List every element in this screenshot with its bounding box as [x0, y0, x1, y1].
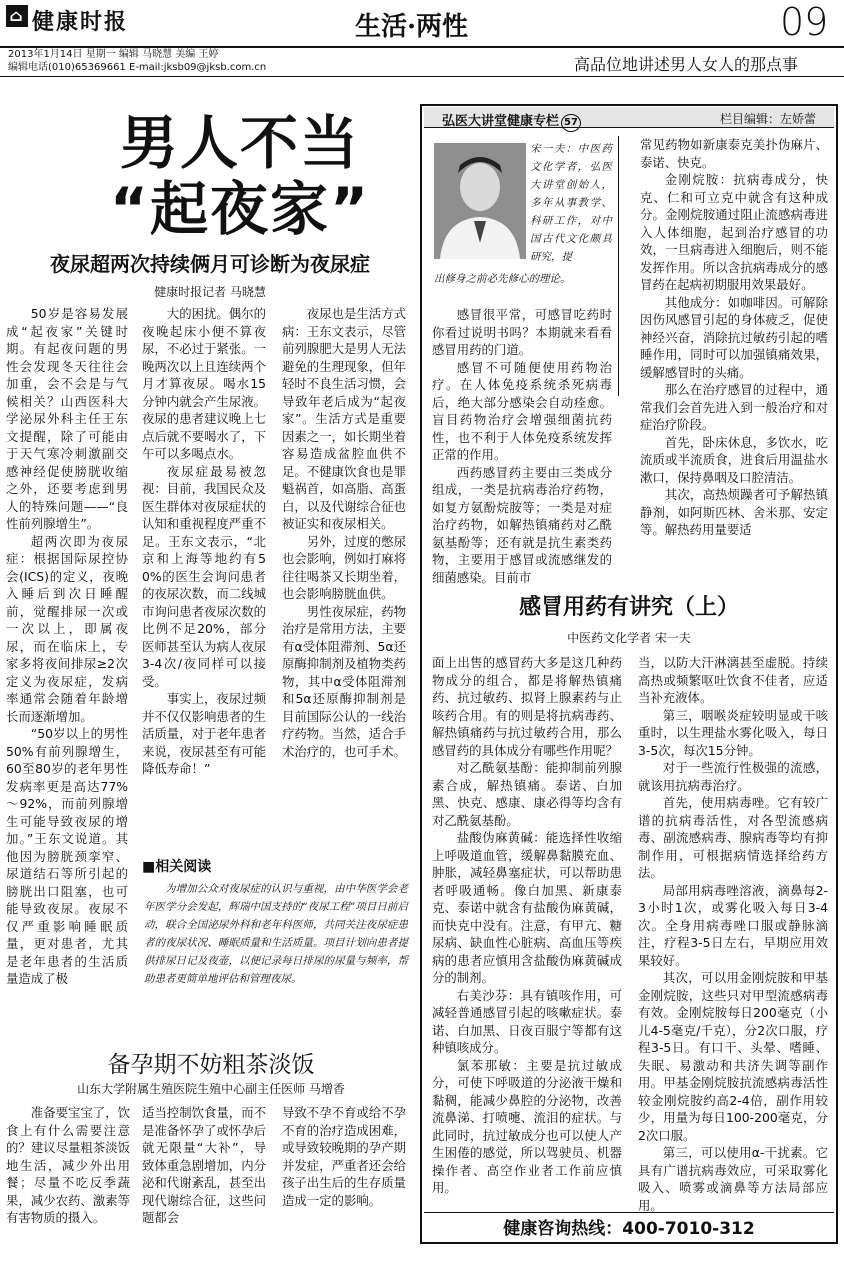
paragraph: 第三，可以使用α-干扰素。它具有广谱抗病毒效应，可采取雾化吸入、喷雾或滴鼻等方法局部应用。 [638, 1145, 828, 1213]
paragraph: 男性夜尿症，药物治疗是常用方法，主要有α受体阻滞剂、5α还原酶抑制剂及植物类药物，其中α受体阻滞剂和5α还原酶抑制剂是目前国际公认的一线治疗药物。当然，适合手术治疗的，也可手术。 [282, 603, 406, 759]
paragraph: 局部用病毒唑溶液，滴鼻每2-3小时1次，或雾化吸入每日3-4次。全身用病毒唑口服或静脉滴注，疗程3-5日左右，早期应用效果较好。 [638, 882, 828, 968]
paragraph: 金刚烷胺：抗病毒成分，快克、仁和可立克中就含有这种成分。金刚烷胺通过阻止流感病毒进入人体细胞，起到治疗感冒的功效，一旦病毒进入细胞后，则不能发挥作用。所以含抗病毒成分的感冒药在起病初期服用效果最好。 [640, 172, 828, 292]
author-bio-tail: 出修身之前必先修心的理论。 [434, 273, 571, 285]
paragraph: 右美沙芬：具有镇咳作用，可减轻普通感冒引起的咳嗽症状。泰诺、白加黑、日夜百服宁等都有这种镇咳成分。 [432, 987, 622, 1055]
logo-mark-icon: ⌂ [6, 5, 28, 27]
paragraph: 另外，过度的憋尿也会影响，例如打麻将往往喝茶又长期坐着，也会影响膀胱血供。 [282, 533, 406, 601]
author-photo-icon [434, 143, 526, 259]
paragraph: 感冒很平常，可感冒吃药时你看过说明书吗？本期就来看看感冒用药的门道。 [432, 307, 612, 357]
related-reading-text: 为增加公众对夜尿症的认识与重视，由中华医学会老年医学分会发起，辉瑞中国支持的“夜尿工程”项目日前启动，联合全国泌尿外科和老年科医师，共同关注夜尿症患者的夜尿状况、睡眠质量和生活质量。项目计划向患者提供排尿日记及夜壶，以便记录每日排尿的尿量与频率，帮助患者更简单地评估和管理夜尿。 [144, 883, 408, 985]
main-byline: 健康时报记者 马晓慧 [154, 285, 266, 299]
main-subhead: 夜尿超两次持续俩月可诊断为夜尿症 [50, 252, 370, 276]
column-right-top [640, 136, 828, 539]
main-headline [80, 110, 400, 242]
logo-text: 健康时报 [32, 9, 129, 35]
paragraph: 50岁是容易发展成“起夜家”关键时期。有起夜问题的男性会发现冬天往往会加重，会不会是与气候相关？山西医科大学泌尿外科主任王东文提醒，除了可能由于天气寒冷刺激副交感神经促使膀胱收缩之外，还要考虑到男人的特殊问题——“良性前列腺增生”。 [6, 306, 128, 531]
paragraph: 那么在治疗感冒的过程中，通常我们会首先进入到一般治疗和对症治疗阶段。 [640, 382, 828, 432]
issue-number-badge: 57 [561, 114, 581, 132]
main-column-3 [282, 305, 406, 760]
column-title-text: 弘医大讲堂健康专栏 [442, 114, 560, 129]
paragraph: 其次，高热烦躁者可予解热镇静剂，如阿斯匹林、舍米那、安定等。解热药用量要适 [640, 487, 828, 537]
paragraph: 夜尿也是生活方式病：王东文表示，尽管前列腺肥大是男人无法避免的生理现象，但年轻时不良生活习惯，会导致年老后成为“起夜家”。生活方式是重要因素之一，如长期坐着容易造成盆腔血供不足。不健康饮食也是罪魁祸首，如高脂、高蛋白，以及代谢综合征也被证实和夜尿相关。 [282, 306, 406, 531]
author-bio: 宋一夫：中医药文化学者，弘医大讲堂创始人，多年从事教学、科研工作，对中国古代文化颇具研究，提 [530, 143, 612, 263]
paragraph: 导致不孕不育或给不孕不育的治疗造成困难，或导致较晚期的孕产期并发症，严重者还会给孩子出生后的生存质量造成一定的影响。 [282, 1105, 406, 1208]
column-intro [432, 306, 612, 586]
paragraph: 对于一些流行性极强的流感，就该用抗病毒治疗。 [638, 760, 828, 793]
paragraph: 面上出售的感冒药大多是这几种药物成分的组合，都是将解热镇痛药、抗过敏药、拟肾上腺素药与止咳药合用。有的则是将抗病毒药、解热镇痛药与抗过敏药合用，那么感冒药的具体成分有哪些作用呢？ [432, 655, 622, 758]
column-editor: 栏目编辑：左娇蕾 [720, 112, 817, 126]
paragraph: 其次，可以用金刚烷胺和甲基金刚烷胺，这些只对甲型流感病毒有效。金刚烷胺每日200毫克（小儿4-5毫克/千克），分2次口服，疗程3-5日。有口干、头晕、嗜睡、失眠、易激动和共济失调等副作用。甲基金刚烷胺抗流感病毒活性较金刚烷胺约高2-4倍，副作用较少，用量为每日100-200毫克，分2次口服。 [638, 970, 828, 1143]
beiyun-headline: 备孕期不妨粗茶淡饭 [107, 1052, 315, 1078]
paragraph: 夜尿症最易被忽视：目前，我国民众及医生群体对夜尿症状的认知和重视程度严重不足。王东文表示，“北京和上海等地约有50%的医生会询问患者的夜尿次数，而二线城市询问患者夜尿次数的比例不足20%，部分医师甚至认为病人夜尿3-4次/夜同样可以接受。 [142, 463, 266, 689]
related-reading-title: ■相关阅读 [142, 859, 212, 875]
paragraph: 事实上，夜尿过频并不仅仅影响患者的生活质量，对于老年患者来说，夜尿甚至有可能降低寿命！” [142, 691, 266, 776]
paragraph: 超两次即为夜尿症：根据国际尿控协会(ICS)的定义，夜晚入睡后到次日睡醒前，觉醒排尿一次或一次以上，即属夜尿，而在临床上，专家多将夜间排尿≥2次定义为夜尿症，发病率通常会随着年龄增长而逐渐增加。 [6, 533, 128, 724]
health-hotline: 健康咨询热线：400-7010-312 [503, 1219, 755, 1239]
headline-line-2: “起夜家” [109, 175, 371, 243]
paragraph: 感冒不可随便使用药物治疗。在人体免疫系统杀死病毒后，绝大部分感染会自动痊愈。盲目药物治疗会增强细菌抗药性，也不利于人体免疫系统发挥正常的作用。 [432, 359, 612, 462]
paragraph: 西药感冒药主要由三类成分组成，一类是抗病毒治疗药物，如复方氨酚烷胺等；一类是对症治疗药物，如解热镇痛药对乙酰氨基酚等；还有就是抗生素类药物，主要用于感冒或流感继发的细菌感染。目前市 [432, 464, 612, 585]
paragraph: 大的困扰。偶尔的夜晚起床小便不算夜尿，不必过于紧张。一晚两次以上且连续两个月才算夜尿。喝水15分钟内就会产生尿液。夜尿的患者建议晚上七点后就不要喝水了，下午可以多喝点水。 [142, 306, 266, 461]
author-portrait [434, 143, 526, 259]
column-divider [618, 136, 619, 396]
paragraph: 氯苯那敏：主要是抗过敏成分，可使下呼吸道的分泌液干燥和黏稠，能减少鼻腔的分泌物，改善流鼻涕、打喷嚏、流泪的症状。与此同时，抗过敏成分也可以使人产生困倦的感觉，所以驾驶员、机器操作者、高空作业者工作前应慎用。 [432, 1057, 622, 1195]
paragraph: 盐酸伪麻黄碱：能选择性收缩上呼吸道血管，缓解鼻黏膜充血、肿胀，减轻鼻塞症状，可以帮助患者呼吸通畅。像白加黑、新康泰克、泰诺中就含有盐酸伪麻黄碱，而快克中没有。注意，有甲亢、糖尿病、缺血性心脏病、高血压等疾病的患者应慎用含盐酸伪麻黄碱成分的制剂。 [432, 830, 622, 985]
paragraph: 首先，使用病毒唑。它有较广谱的抗病毒活性，对各型流感病毒、副流感病毒、腺病毒等均有抑制作用，可根据病情选择给药方法。 [638, 795, 828, 880]
column-right-bottom [638, 654, 828, 1214]
beiyun-column-2 [142, 1104, 266, 1227]
column-article-title: 感冒用药有讲究（上） [518, 594, 739, 620]
paragraph: 当，以防大汗淋漓甚至虚脱。持续高热或频繁呕吐饮食不佳者，应适当补充液体。 [638, 655, 828, 705]
beiyun-column-1 [6, 1104, 130, 1227]
column-left-bottom [432, 654, 622, 1197]
paragraph: 其他成分：如咖啡因。可解除因伤风感冒引起的身体疲乏，促使神经兴奋，消除抗过敏药引起的嗜睡作用，同时可以加强镇痛效果，缓解感冒时的头痛。 [640, 294, 828, 380]
paragraph: 首先，卧床休息，多饮水，吃流质或半流质食，进食后用温盐水漱口，保持鼻咽及口腔清洁。 [640, 434, 828, 485]
newspaper-logo [6, 5, 128, 36]
paragraph: 适当控制饮食量，而不是准备怀孕了或怀孕后就无限量“大补”，导致体重急剧增加，内分泌和代谢紊乱，甚至出现代谢综合征，这些问题都会 [142, 1105, 266, 1225]
divider [0, 76, 844, 77]
main-column-2 [142, 305, 266, 778]
edition-meta [8, 48, 266, 74]
section-name: 生活·两性 [355, 12, 469, 42]
beiyun-column-3 [282, 1104, 406, 1209]
paragraph: “50岁以上的男性50%有前列腺增生，60至80岁的老年男性发病率更是高达77%～92%，而前列腺增生可能导致夜尿的增加。”王东文说道。其他因为膀胱颈挛窄、尿道结石等所引起的膀胱出口阻塞，也可能导致夜尿。夜尿不仅严重影响睡眠质量，更对患者，尤其是老年患者的生活质量造成了极 [6, 726, 128, 986]
column-article-byline: 中医药文化学者 宋一夫 [567, 631, 691, 645]
page-tagline: 高品位地讲述男人女人的那点事 [574, 55, 799, 74]
column-title [442, 110, 581, 132]
headline-line-1: 男人不当 [119, 109, 360, 177]
page-number: 09 [780, 0, 829, 44]
meta-date-editors: 2013年1月14日 星期一 编辑 马晓慧 美编 王婷 [8, 49, 219, 60]
paragraph: 常见药物如新康泰克美扑伪麻片、泰诺、快克。 [640, 137, 828, 170]
paragraph: 第三，咽喉炎症较明显或干咳重时，以生理盐水雾化吸入，每日3-5次，每次15分钟。 [638, 707, 828, 758]
beiyun-byline: 山东大学附属生殖医院生殖中心副主任医师 马增香 [77, 1082, 345, 1096]
main-column-1 [6, 305, 128, 988]
related-reading-box [144, 880, 408, 988]
paragraph: 对乙酰氨基酚：能抑制前列腺素合成，解热镇痛。泰诺、白加黑、快克、感康、康必得等均含有对乙酰氨基酚。 [432, 760, 622, 828]
meta-contact: 编辑电话(010)65369661 E-mail:jksb09@jksb.com.cn [8, 62, 267, 73]
paragraph: 准备要宝宝了，饮食上有什么需要注意的？建议尽量粗茶淡饭地生活，减少外出用餐；尽量不吃反季蔬果，减少农药、激素等有害物质的摄入。 [6, 1105, 130, 1225]
